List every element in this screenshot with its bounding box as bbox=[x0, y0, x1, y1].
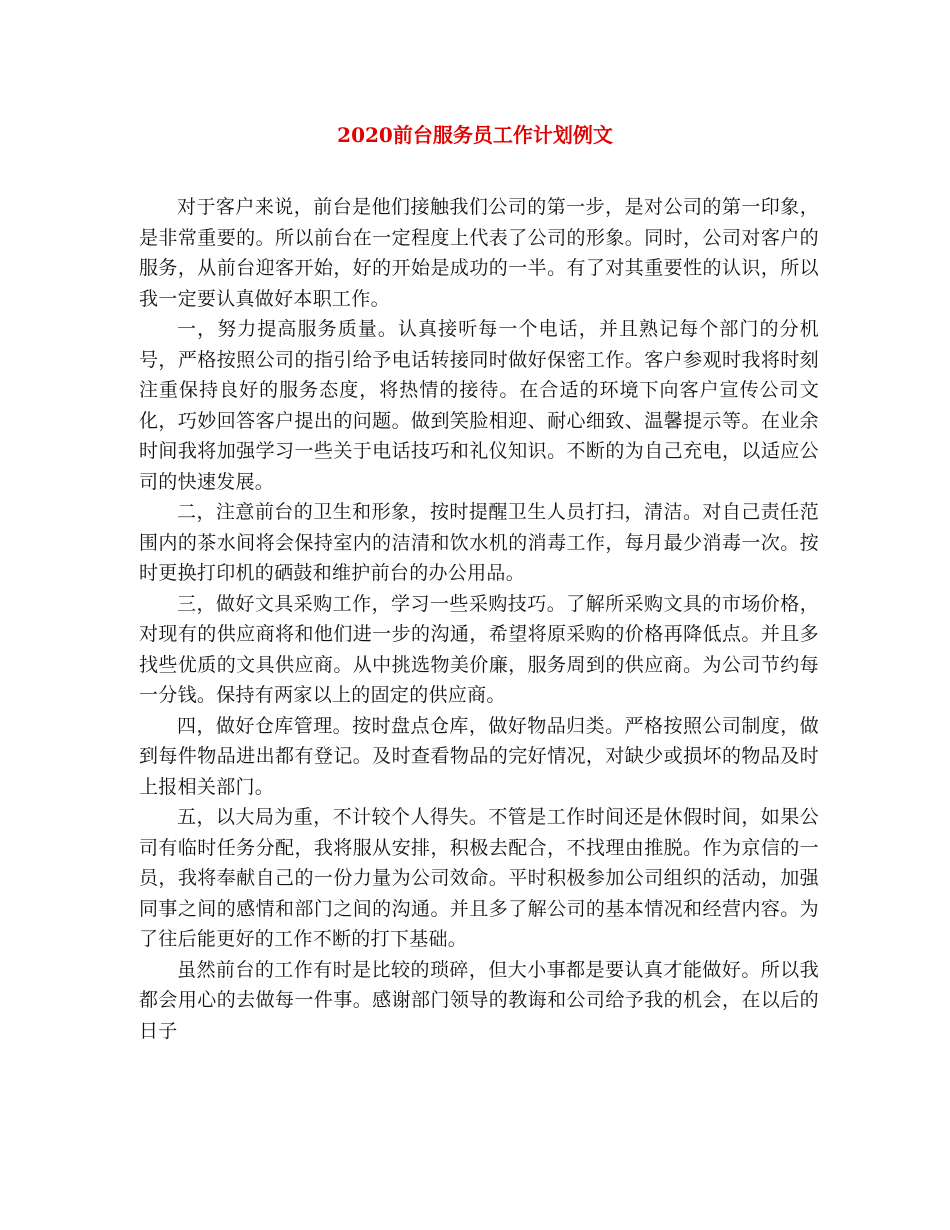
paragraph-item-3: 三，做好文具采购工作，学习一些采购技巧。了解所采购文具的市场价格，对现有的供应商将和他们进一步的沟通，希望将原采购的价格再降低点。并且多找些优质的文具供应商。从中挑选物美价廉，服务周到的供应商。为公司节约每一分钱。保持有两家以上的固定的供应商。 bbox=[139, 592, 819, 706]
paragraph-intro: 对于客户来说，前台是他们接触我们公司的第一步，是对公司的第一印象，是非常重要的。所以前台在一定程度上代表了公司的形象。同时，公司对客户的服务，从前台迎客开始，好的开始是成功的一半。有了对其重要性的认识，所以我一定要认真做好本职工作。 bbox=[139, 196, 819, 310]
paragraph-item-1: 一，努力提高服务质量。认真接听每一个电话，并且熟记每个部门的分机号，严格按照公司的指引给予电话转接同时做好保密工作。客户参观时我将时刻注重保持良好的服务态度，将热情的接待。在合适的环境下向客户宣传公司文化，巧妙回答客户提出的问题。做到笑脸相迎、耐心细致、温馨提示等。在业余时间我将加强学习一些关于电话技巧和礼仪知识。不断的为自己充电，以适应公司的快速发展。 bbox=[139, 318, 819, 493]
document-title: 2020前台服务员工作计划例文 bbox=[337, 123, 613, 147]
paragraph-item-2: 二，注意前台的卫生和形象，按时提醒卫生人员打扫，清洁。对自己责任范围内的茶水间将会保持室内的洁清和饮水机的消毒工作，每月最少消毒一次。按时更换打印机的硒鼓和维护前台的办公用品。 bbox=[139, 501, 819, 584]
paragraph-closing: 虽然前台的工作有时是比较的琐碎，但大小事都是要认真才能做好。所以我都会用心的去做每一件事。感谢部门领导的教诲和公司给予我的机会，在以后的日子 bbox=[139, 958, 819, 1042]
document-body bbox=[139, 192, 819, 1046]
paragraph-item-4: 四，做好仓库管理。按时盘点仓库，做好物品归类。严格按照公司制度，做到每件物品进出都有登记。及时查看物品的完好情况，对缺少或损坏的物品及时上报相关部门。 bbox=[139, 714, 819, 798]
paragraph-item-5: 五，以大局为重，不计较个人得失。不管是工作时间还是休假时间，如果公司有临时任务分配，我将服从安排，积极去配合，不找理由推脱。作为京信的一员，我将奉献自己的一份力量为公司效命。平时积极参加公司组织的活动，加强同事之间的感情和部门之间的沟通。并且多了解公司的基本情况和经营内容。为了往后能更好的工作不断的打下基础。 bbox=[139, 806, 819, 950]
